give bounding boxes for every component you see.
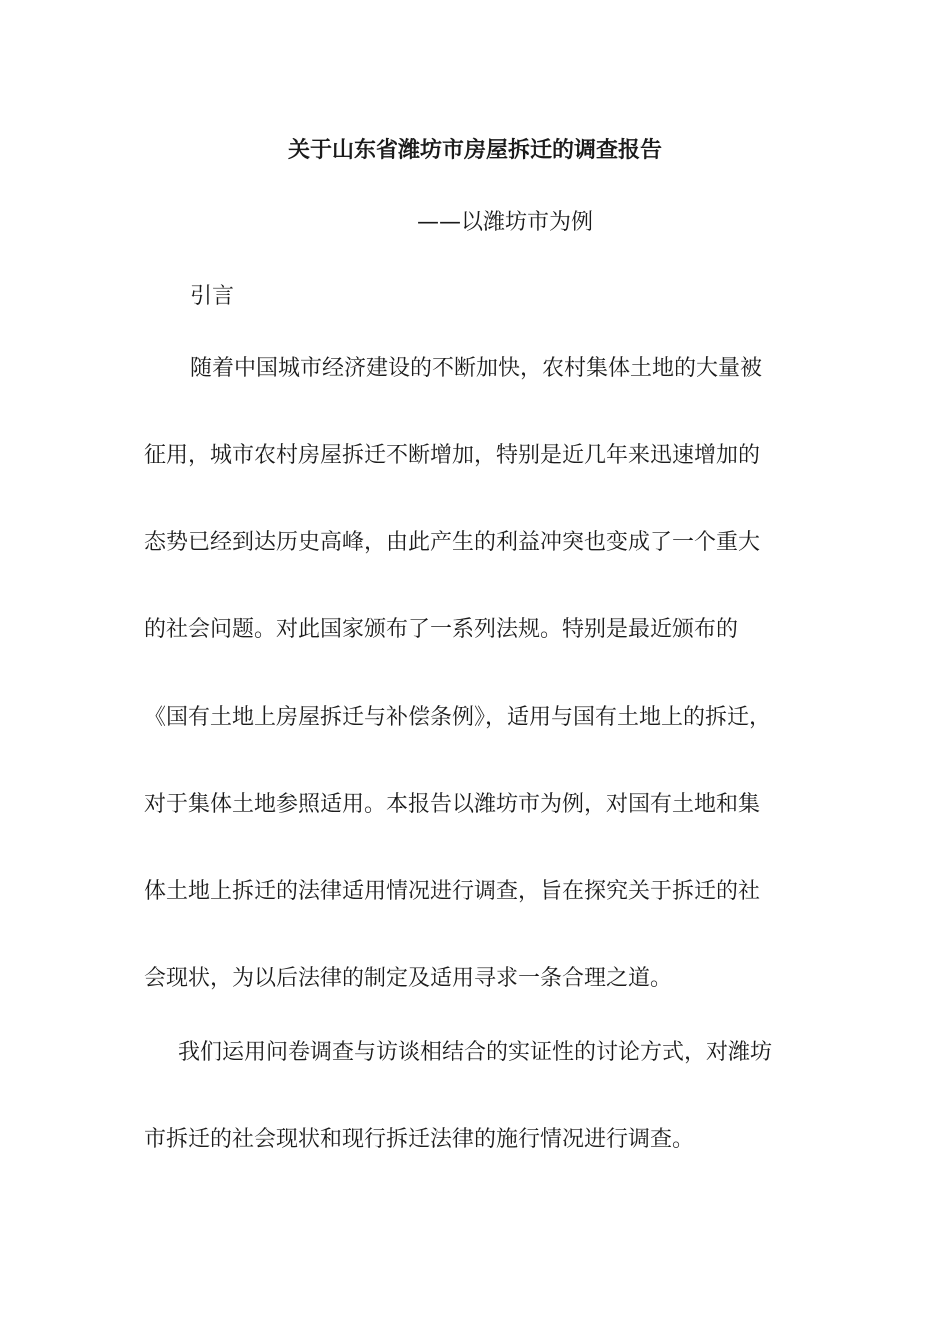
paragraph-line: 《国有土地上房屋拆迁与补偿条例》，适用与国有土地上的拆迁，: [144, 705, 772, 730]
paragraph-line: 我们运用问卷调查与访谈相结合的实证性的讨论方式，对潍坊: [178, 1040, 773, 1065]
document-title: 关于山东省潍坊市房屋拆迁的调查报告: [287, 138, 662, 163]
section-heading: 引言: [190, 284, 235, 309]
paragraph-line: 会现状，为以后法律的制定及适用寻求一条合理之道。: [144, 966, 673, 991]
paragraph-line: 对于集体土地参照适用。本报告以潍坊市为例，对国有土地和集: [144, 792, 761, 817]
paragraph-line: 市拆迁的社会现状和现行拆迁法律的施行情况进行调查。: [144, 1127, 695, 1152]
paragraph-line: 征用，城市农村房屋拆迁不断增加，特别是近几年来迅速增加的: [144, 443, 761, 468]
paragraph-line: 态势已经到达历史高峰，由此产生的利益冲突也变成了一个重大: [144, 530, 761, 555]
paragraph-line: 随着中国城市经济建设的不断加快，农村集体土地的大量被: [190, 356, 763, 381]
paragraph-line: 的社会问题。对此国家颁布了一系列法规。特别是最近颁布的: [144, 617, 739, 642]
paragraph-line: 体土地上拆迁的法律适用情况进行调查，旨在探究关于拆迁的社: [144, 879, 761, 904]
document-subtitle: ——以潍坊市为例: [417, 210, 594, 235]
